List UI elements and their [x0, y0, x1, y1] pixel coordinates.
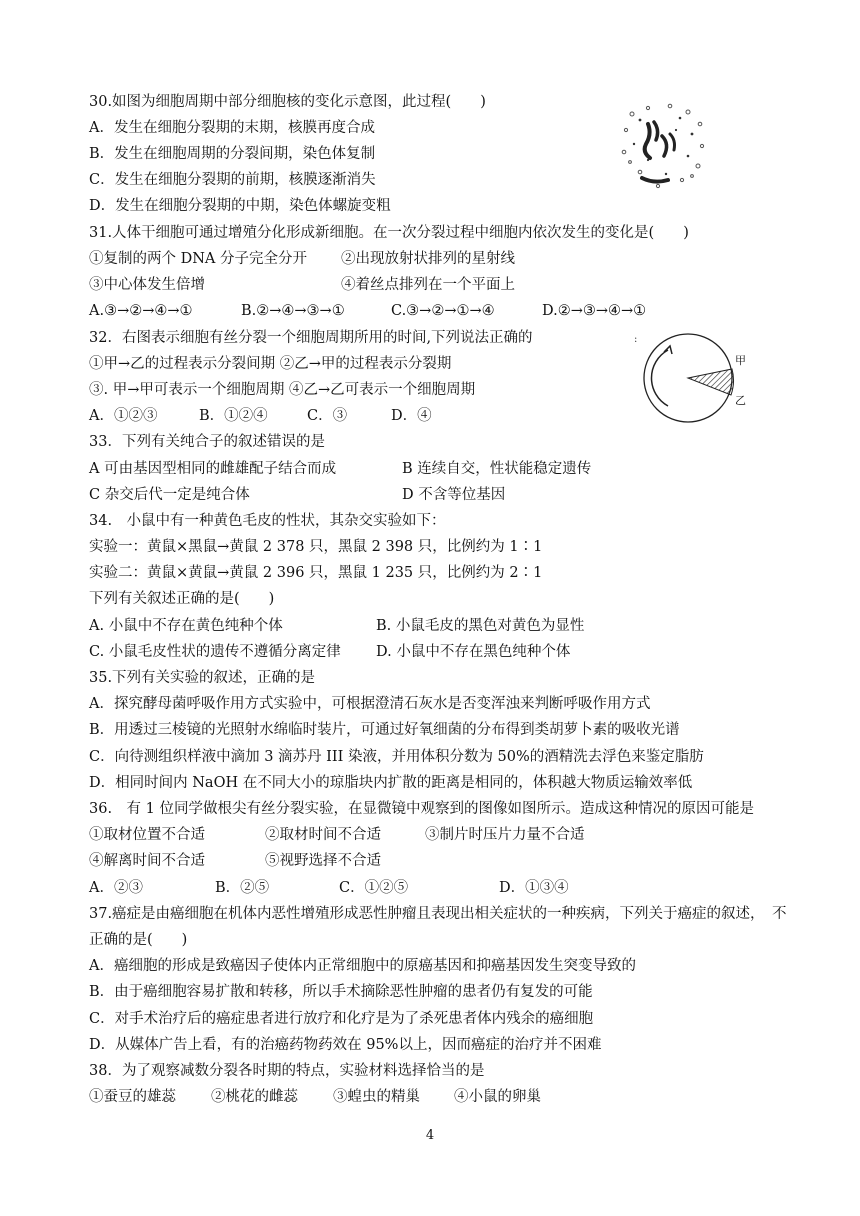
q37-stem-text: 37.癌症是由癌细胞在机体内恶性增殖形成恶性肿瘤且表现出相关症状的一种疾病，下列关于癌症的叙述，: [89, 906, 765, 922]
q30-stem: 30.如图为细胞周期中部分细胞核的变化示意图，此过程( ): [89, 94, 486, 110]
nucleus-figure: [618, 100, 708, 192]
q38-stem: 38．为了观察减数分裂各时期的特点，实验材料选择恰当的是: [89, 1063, 485, 1079]
q37-option-b: B．由于癌细胞容易扩散和转移，所以手术摘除恶性肿瘤的患者仍有复发的可能: [89, 984, 593, 1000]
q31-option-c: C.③→②→①→④: [391, 303, 495, 319]
q37-option-c: C．对手术治疗后的癌症患者进行放疗和化疗是为了杀死患者体内残余的癌细胞: [89, 1011, 594, 1027]
q30-option-a: A．发生在细胞分裂期的末期，核膜再度合成: [89, 120, 375, 136]
q34-option-d: D. 小鼠中不存在黑色纯种个体: [376, 644, 571, 660]
q31-item-1: ①复制的两个 DNA 分子完全分开: [89, 251, 308, 267]
q31-stem: 31.人体干细胞可通过增殖分化形成新细胞。在一次分裂过程中细胞内依次发生的变化是( ): [89, 225, 689, 241]
q37-stem-not: 不: [772, 906, 787, 922]
q32-statement-1: ①甲→乙的过程表示分裂间期 ②乙→甲的过程表示分裂期: [89, 356, 452, 372]
q36-stem: 36. 有 1 位同学做根尖有丝分裂实验，在显微镜中观察到的图像如图所示。造成这种情况的原因可能是: [89, 801, 754, 817]
q36-item-1: ①取材位置不合适: [89, 827, 205, 843]
q30-option-c: C．发生在细胞分裂期的前期，核膜逐渐消失: [89, 172, 376, 188]
q38-item-3: ③蝗虫的精巢: [333, 1089, 420, 1105]
q31-option-d: D.②→③→④→①: [542, 303, 647, 319]
svg-text::: :: [634, 334, 638, 345]
q32-stem: 32．右图表示细胞有丝分裂一个细胞周期所用的时间,下列说法正确的: [89, 330, 533, 346]
q36-option-d: D．①③④: [499, 880, 569, 896]
q30-option-d: D．发生在细胞分裂期的中期，染色体螺旋变粗: [89, 198, 391, 214]
q35-option-c: C．向待测组织样液中滴加 3 滴苏丹 III 染液，并用体积分数为 50%的酒精洗去浮色来鉴定脂肪: [89, 749, 704, 765]
q36-option-a: A．②③: [89, 880, 143, 896]
q36-option-c: C．①②⑤: [339, 880, 409, 896]
q31-item-4: ④着丝点排列在一个平面上: [341, 277, 515, 293]
q38-item-4: ④小鼠的卵巢: [454, 1089, 541, 1105]
q36-item-5: ⑤视野选择不合适: [265, 853, 381, 869]
q36-item-3: ③制片时压片力量不合适: [425, 827, 585, 843]
q33-stem: 33．下列有关纯合子的叙述错误的是: [89, 434, 325, 450]
q34-experiment-2: 实验二：黄鼠×黄鼠→黄鼠 2 396 只，黑鼠 1 235 只，比例约为 2∶1: [89, 565, 543, 581]
q34-option-c: C. 小鼠毛皮性状的遗传不遵循分离定律: [89, 644, 341, 660]
q38-item-1: ①蚕豆的雄蕊: [89, 1089, 176, 1105]
q35-option-b: B．用透过三棱镜的光照射水绵临时装片，可通过好氧细菌的分布得到类胡萝卜素的吸收光谱: [89, 722, 680, 738]
q34-question: 下列有关叙述正确的是( ): [89, 591, 275, 607]
q33-option-a: A 可由基因型相同的雌雄配子结合而成: [89, 461, 337, 477]
q37-option-a: A．癌细胞的形成是致癌因子使体内正常细胞中的原癌基因和抑癌基因发生突变导致的: [89, 958, 636, 974]
label-yi: 乙: [735, 394, 746, 407]
q33-option-b: B 连续自交，性状能稳定遗传: [402, 461, 592, 477]
q36-item-2: ②取材时间不合适: [265, 827, 381, 843]
q34-option-b: B. 小鼠毛皮的黑色对黄色为显性: [376, 618, 585, 634]
q32-option-b: B．①②④: [199, 408, 268, 424]
q35-stem: 35.下列有关实验的叙述，正确的是: [89, 670, 316, 686]
q37-stem-line2: 正确的是( ): [89, 932, 188, 948]
q30-option-b: B．发生在细胞周期的分裂间期，染色体复制: [89, 146, 376, 162]
q33-option-c: C 杂交后代一定是纯合体: [89, 487, 250, 503]
q32-statement-2: ③. 甲→甲可表示一个细胞周期 ④乙→乙可表示一个细胞周期: [89, 382, 476, 398]
q34-option-a: A. 小鼠中不存在黄色纯种个体: [89, 618, 283, 634]
label-jia: 甲: [735, 354, 746, 367]
q37-option-d: D．从媒体广告上看，有的治癌药物药效在 95%以上，因而癌症的治疗并不困难: [89, 1037, 602, 1053]
q36-option-b: B．②⑤: [215, 880, 270, 896]
q32-option-c: C．③: [307, 408, 348, 424]
q36-item-4: ④解离时间不合适: [89, 853, 205, 869]
q31-item-3: ③中心体发生倍增: [89, 277, 205, 293]
q34-experiment-1: 实验一：黄鼠×黑鼠→黄鼠 2 378 只，黑鼠 2 398 只，比例约为 1∶1: [89, 539, 543, 555]
q35-option-d: D．相同时间内 NaOH 在不同大小的琼脂块内扩散的距离是相同的，体积越大物质运输效率低: [89, 775, 693, 791]
q32-option-d: D．④: [391, 408, 432, 424]
page-number: 4: [425, 1128, 435, 1143]
cell-cycle-figure: [628, 328, 758, 424]
q35-option-a: A．探究酵母菌呼吸作用方式实验中，可根据澄清石灰水是否变浑浊来判断呼吸作用方式: [89, 696, 651, 712]
q33-option-d: D 不含等位基因: [402, 487, 506, 503]
q34-stem: 34. 小鼠中有一种黄色毛皮的性状，其杂交实验如下：: [89, 513, 446, 529]
q38-item-2: ②桃花的雌蕊: [211, 1089, 298, 1105]
q31-item-2: ②出现放射状排列的星射线: [341, 251, 515, 267]
q31-option-a: A.③→②→④→①: [89, 303, 193, 319]
q31-option-b: B.②→④→③→①: [241, 303, 345, 319]
q32-option-a: A．①②③: [89, 408, 158, 424]
